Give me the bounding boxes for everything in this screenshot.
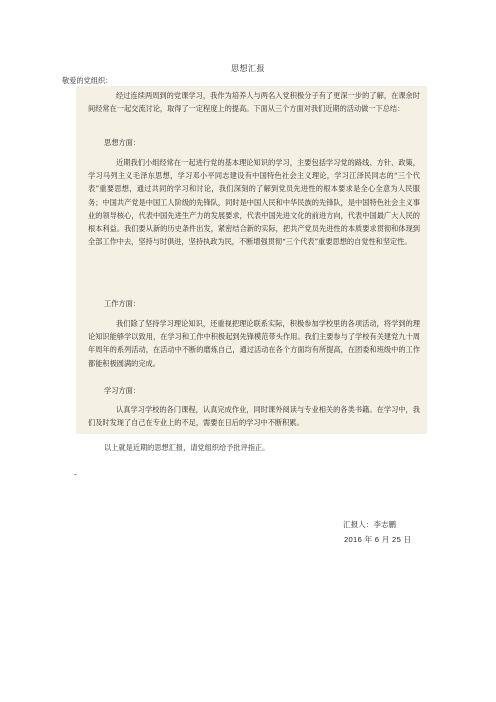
salutation: 敬爱的党组织：: [62, 76, 113, 85]
document-title: 思想汇报: [231, 64, 265, 73]
section-heading-study: 学习方面：: [104, 386, 140, 395]
section-body-work: 我们除了坚持学习理论知识，还重视把理论联系实际，积极参加学校里的各项活动，将学到的理论知识能够学以致用，在学习和工作中积极起到先锋模范带头作用。我们主要参与了学校有关建党九十周年周年的系列活动，在活动中不断的磨炼自己，通过活动在各个方面均有所提高，在团委和班级中的工作都能积极圆满的完成。: [88, 319, 420, 368]
section-heading-work: 工作方面：: [104, 299, 140, 308]
closing-line: 以上就是近期的思想汇报，请党组织给予批评指正。: [104, 443, 270, 452]
section-body-study: 认真学习学校的各门课程，认真完成作业，同时课外阅读与专业相关的各类书籍。在学习中，我们及时发现了自己在专业上的不足，需要在日后的学习中不断积累。: [88, 405, 420, 428]
section-heading-thought: 思想方面：: [104, 138, 140, 147]
signature: 汇报人：李志鹏: [343, 520, 397, 529]
date: 2016 年 6 月 25 日: [344, 535, 412, 544]
dash-mark: -: [74, 470, 77, 479]
intro-paragraph: 经过连续两周到的党课学习，我作为培养人与两名入党积极分子有了更深一步的了解，在课余时间经常在一起交流讨论，取得了一定程度上的提高。下面从三个方面对我们近期的活动做一下总结：: [88, 91, 420, 114]
section-body-thought: 近期我们小组经常在一起进行党的基本理论知识的学习，主要包括学习党的路线、方针、政策，学习马列主义毛泽东思想，学习邓小平同志建设有中国特色社会主义理论，学习江泽民同志的“三个代表”重要思想，通过共同的学习和讨论，我们深刻的了解到党员先进性的根本要求是全心全意为人民服务；中国共产党是中国工人阶级的先锋队，同时是中国人民和中华民族的先锋队，是中国特色社会主义事业的领导核心，代表中国先进生产力的发展要求，代表中国先进文化的前进方向，代表中国最广大人民的根本利益。我们要从新的历史条件出发，紧密结合新的实际，把共产党员先进性的本质要求贯彻和体现到全部工作中去，坚持与时俱进，坚持执政为民，不断增强贯彻“三个代表”重要思想的自觉性和坚定性。: [88, 158, 420, 247]
